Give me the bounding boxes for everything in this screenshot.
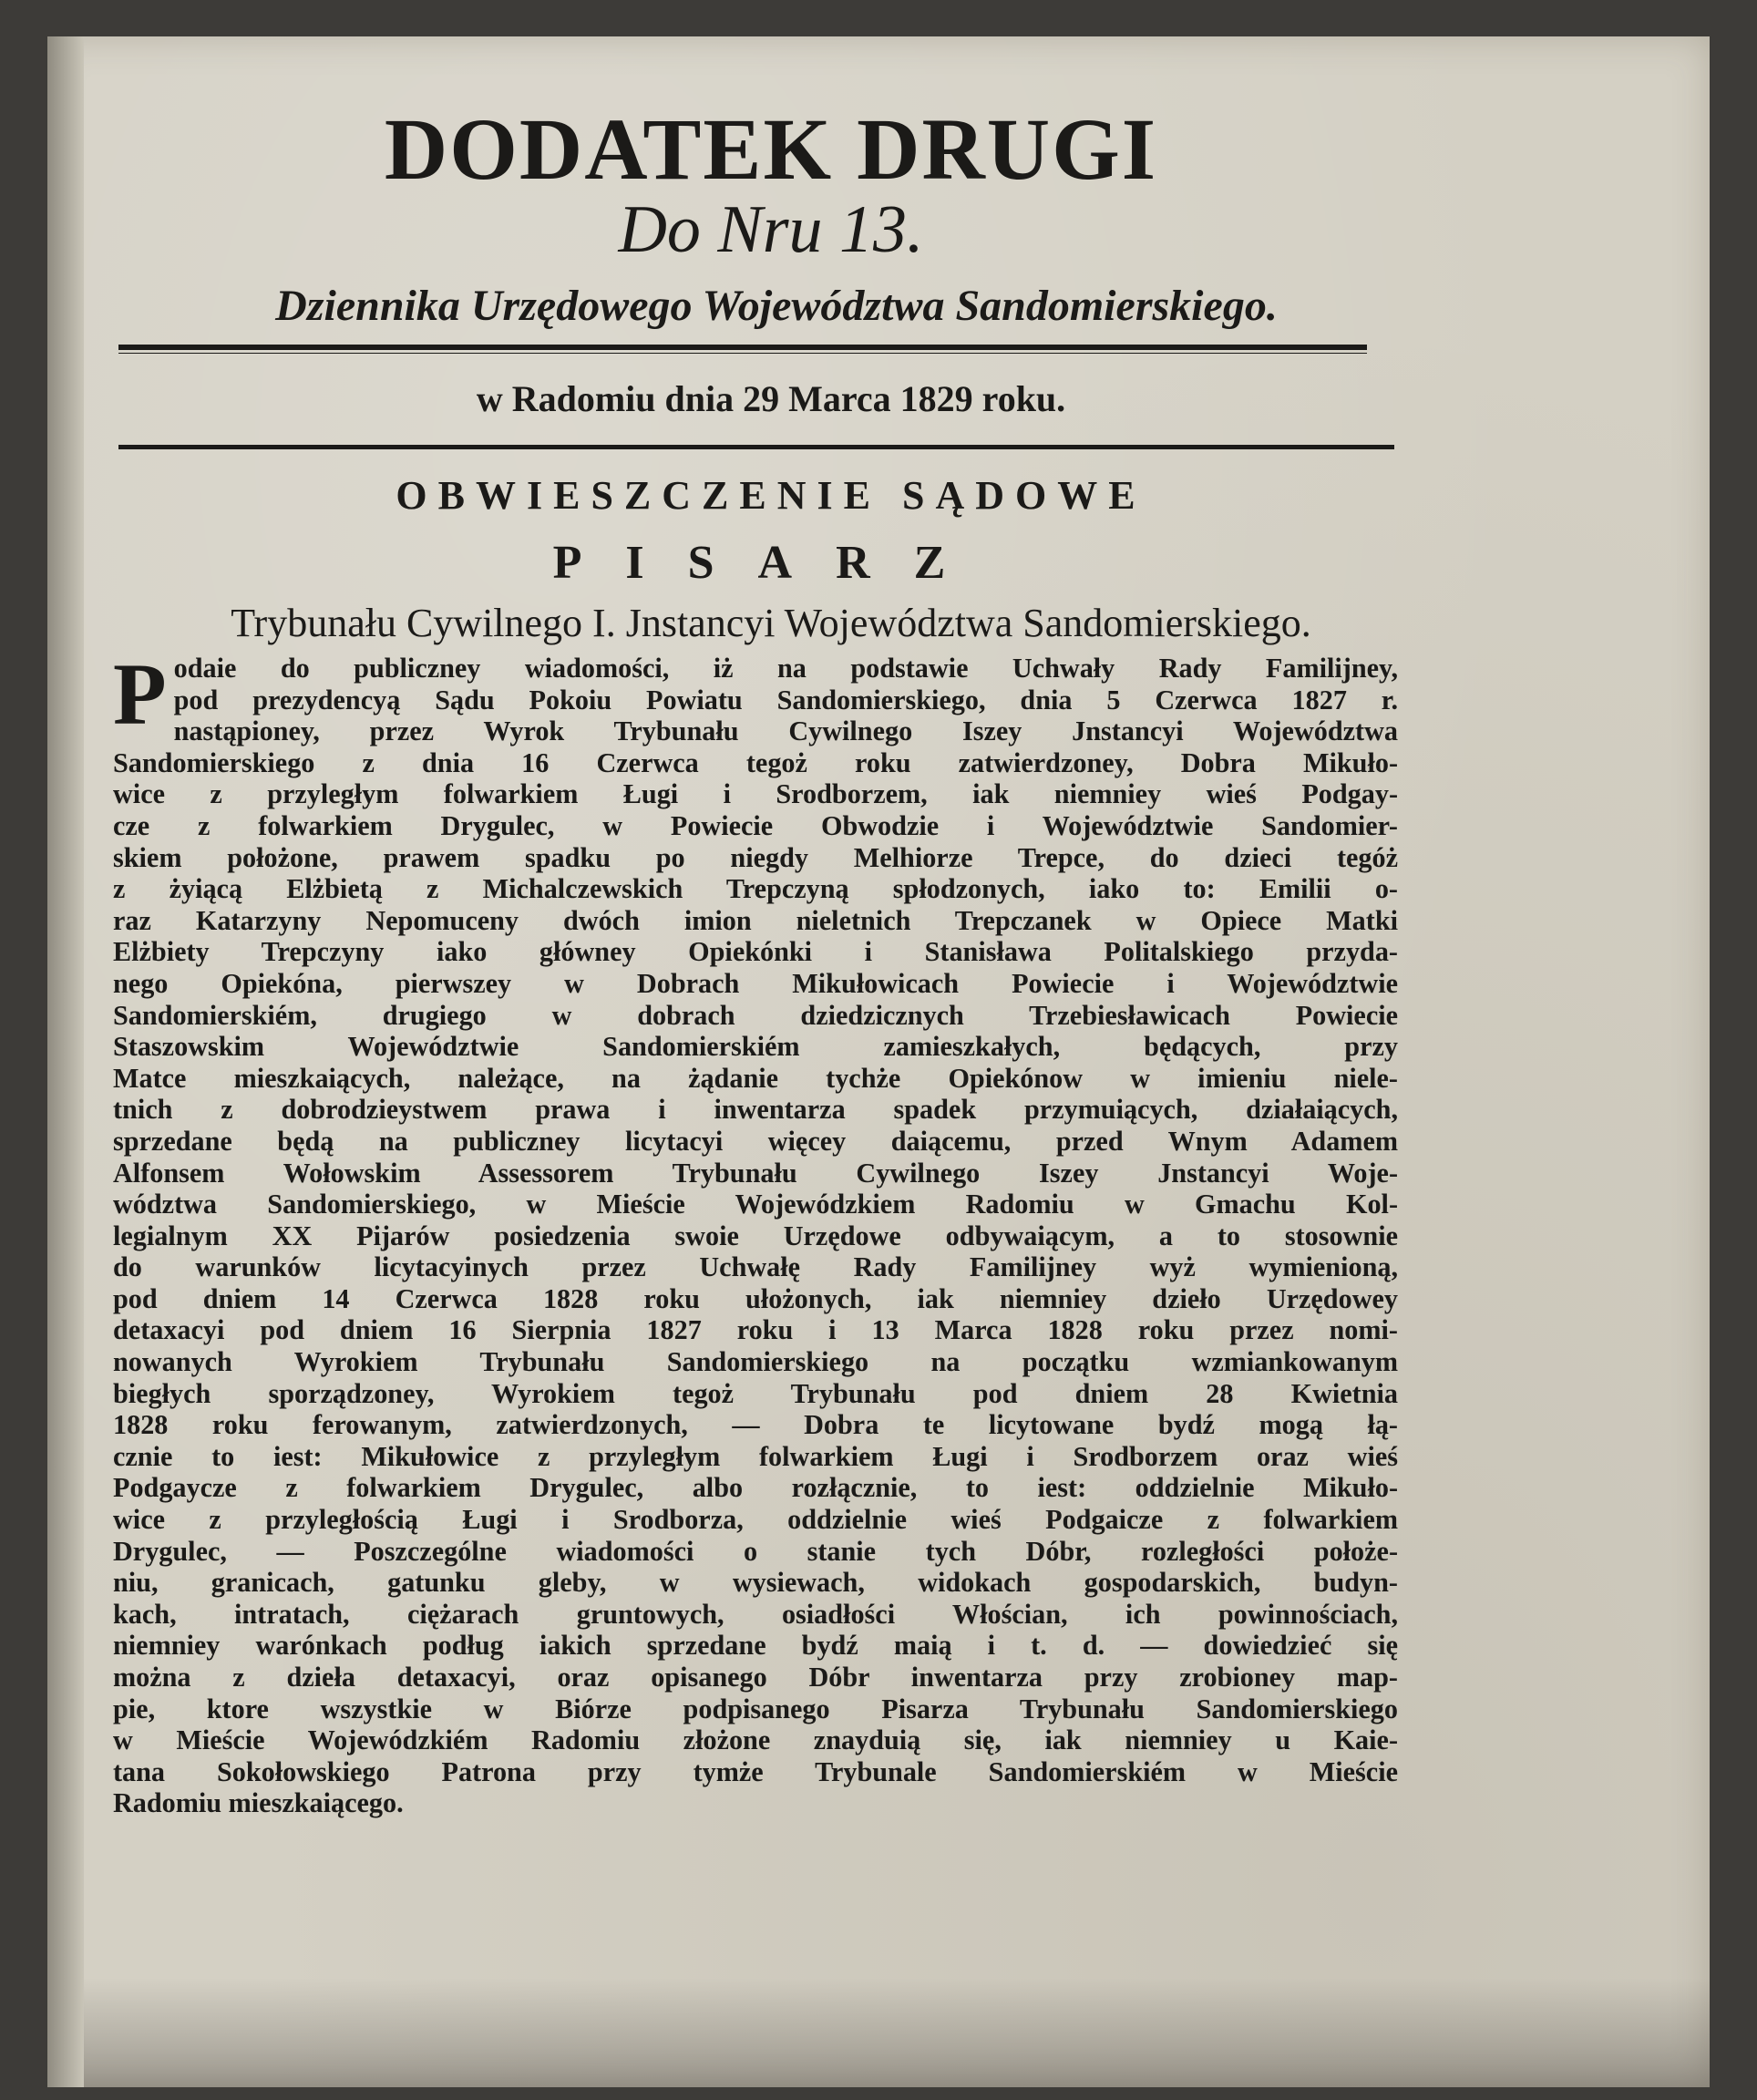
text-line: Staszowskim Województwie Sandomierskiém zamieszkałych, będących, przy xyxy=(113,1031,1398,1063)
text-line: detaxacyi pod dniem 16 Sierpnia 1827 roku i 13 Marca 1828 roku przez nomi- xyxy=(113,1314,1398,1346)
issue-number: Do Nru 13. xyxy=(618,192,924,267)
text-line: kach, intratach, ciężarach gruntowych, osiadłości Włościan, ich powinnościach, xyxy=(113,1598,1398,1630)
text-line: można z dzieła detaxacyi, oraz opisanego Dóbr inwentarza przy zrobioney map- xyxy=(113,1662,1398,1693)
text-line: niemniey warónkach podług iakich sprzedane bydź maią i t. d. — dowiedzieć się xyxy=(113,1630,1398,1662)
text-line: nastąpioney, przez Wyrok Trybunału Cywilnego Iszey Jnstancyi Województwa xyxy=(173,715,1398,747)
text-line: wice z przyległością Ługi i Srodborza, oddzielnie wieś Podgaicze z folwarkiem xyxy=(113,1504,1398,1536)
text-line: cznie to iest: Mikułowice z przyległym folwarkiem Ługi i Srodborzem oraz wieś xyxy=(113,1440,1398,1472)
text-line: niu, granicach, gatunku gleby, w wysiewach, widokach gospodarskich, budyn- xyxy=(113,1567,1398,1599)
text-line: legialnym XX Pijarów posiedzenia swoie Urzędowe odbywaiącym, a to stosownie xyxy=(113,1220,1398,1251)
notice-court: Trybunału Cywilnego I. Jnstancyi Województwa Sandomierskiego. xyxy=(231,601,1311,645)
text-line: cze z folwarkiem Drygulec, w Powiecie Obwodzie i Województwie Sandomier- xyxy=(113,809,1398,841)
text-line: nego Opiekóna, pierwszey w Dobrach Mikułowicach Powiecie i Województwie xyxy=(113,967,1398,999)
text-line: wództwa Sandomierskiego, w Mieście Wojewódzkiem Radomiu w Gmachu Kol- xyxy=(113,1189,1398,1220)
dropcap: P xyxy=(113,645,167,743)
header-rule-bottom xyxy=(118,445,1394,449)
text-line: nowanych Wyrokiem Trybunału Sandomierskiego na początku wzmiankowanym xyxy=(113,1346,1398,1378)
binding-gutter xyxy=(47,36,84,2087)
publication-date: w Radomiu dnia 29 Marca 1829 roku. xyxy=(476,378,1066,419)
document-page xyxy=(47,36,1710,2087)
text-line: tnich z dobrodzieystwem prawa i inwentarza spadek przymuiących, działaiących, xyxy=(113,1094,1398,1126)
text-line: skiem położone, prawem spadku po niegdy Melhiorze Trepce, do dzieci tegóż xyxy=(113,841,1398,873)
text-line: wice z przyległym folwarkiem Ługi i Srodborzem, iak niemniey wieś Podgay- xyxy=(113,778,1398,810)
text-line: odaie do publiczney wiadomości, iż na podstawie Uchwały Rady Familijney, xyxy=(173,653,1398,684)
text-line: Sandomierskiém, drugiego w dobrach dziedzicznych Trzebiesławicach Powiecie xyxy=(113,999,1398,1031)
text-line: Podgaycze z folwarkiem Drygulec, albo rozłącznie, to iest: oddzielnie Mikuło- xyxy=(113,1472,1398,1504)
text-line: Sandomierskiego z dnia 16 Czerwca tegoż roku zatwierdzoney, Dobra Mikuło- xyxy=(113,746,1398,778)
text-line: raz Katarzyny Nepomuceny dwóch imion nieletnich Trepczanek w Opiece Matki xyxy=(113,904,1398,936)
text-line: Drygulec, — Poszczególne wiadomości o stanie tych Dóbr, rozległości położe- xyxy=(113,1535,1398,1567)
text-line: biegłych sporządzoney, Wyrokiem tegoż Trybunału pod dniem 28 Kwietnia xyxy=(113,1377,1398,1409)
header-rule-top xyxy=(118,345,1367,354)
text-line: Elżbiety Trepczyny iako główney Opiekónki i Stanisława Politalskiego przyda- xyxy=(113,936,1398,968)
text-line: sprzedane będą na publiczney licytacyi więcey daiącemu, przed Wnym Adamem xyxy=(113,1125,1398,1157)
text-line: z żyiącą Elżbietą z Michalczewskich Trepczyną spłodzonych, iako to: Emilii o- xyxy=(113,873,1398,905)
text-line: pie, ktore wszystkie w Biórze podpisanego Pisarza Trybunału Sandomierskiego xyxy=(113,1693,1398,1724)
text-line: pod dniem 14 Czerwca 1828 roku ułożonych, iak niemniey dzieło Urzędowey xyxy=(113,1282,1398,1314)
text-line: 1828 roku ferowanym, zatwierdzonych, — Dobra te licytowane bydź mogą łą- xyxy=(113,1409,1398,1441)
text-line: Matce mieszkaiących, należące, na żądanie tychże Opiekónow w imieniu niele- xyxy=(113,1062,1398,1094)
journal-name: Dziennika Urzędowego Województwa Sandomierskiego. xyxy=(275,282,1278,330)
text-line: w Mieście Wojewódzkiém Radomiu złożone znayduią się, iak niemniey u Kaie- xyxy=(113,1724,1398,1756)
text-line: tana Sokołowskiego Patrona przy tymże Trybunale Sandomierskiém w Mieście xyxy=(113,1755,1398,1787)
notice-body xyxy=(113,645,1398,1819)
text-line: pod prezydencyą Sądu Pokoiu Powiatu Sandomierskiego, dnia 5 Czerwca 1827 r. xyxy=(173,684,1398,715)
torn-bottom-edge xyxy=(84,1978,1710,2087)
text-line: Radomiu mieszkaiącego. xyxy=(113,1787,404,1819)
page-title: DODATEK DRUGI xyxy=(384,100,1158,198)
text-line: Alfonsem Wołowskim Assessorem Trybunału Cywilnego Iszey Jnstancyi Woje- xyxy=(113,1157,1398,1189)
text-line: do warunków licytacyinych przez Uchwałę Rady Familijney wyż wymienioną, xyxy=(113,1251,1398,1283)
notice-heading: OBWIESZCZENIE SĄDOWE xyxy=(396,473,1146,518)
notice-role: PISARZ xyxy=(552,537,990,589)
